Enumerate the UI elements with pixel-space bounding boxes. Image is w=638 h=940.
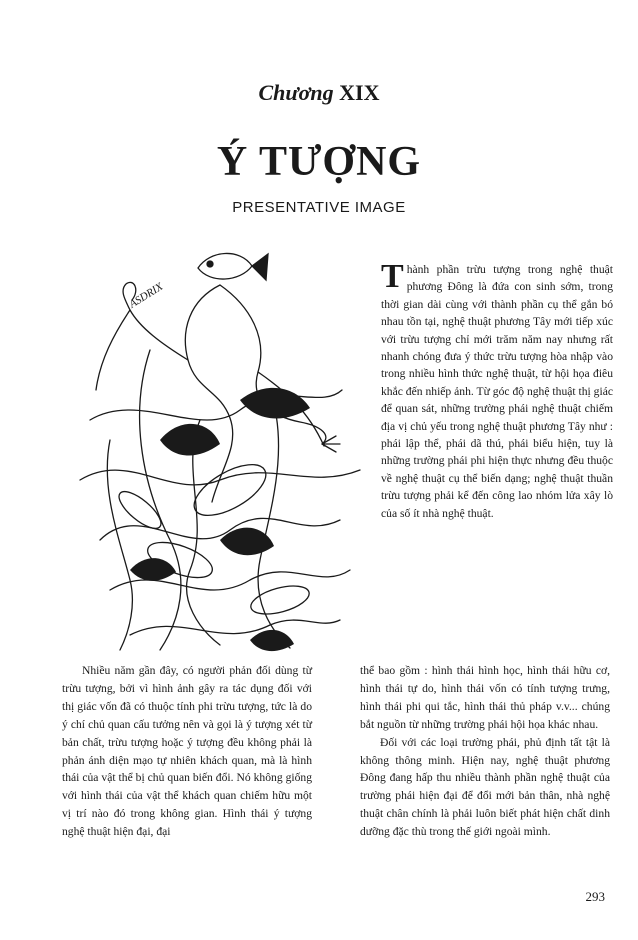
body-paragraph: Đối với các loại trường phái, phủ định tất tật là không thông minh. Hiện nay, nghệ thuật phương Đông đang hấp thu nhiều thành phần nghệ thuật của trường phái hiện đại để đổi mới bản thân, nhà nghệ thuật chân chính là phải luôn biết phát hiện chất dinh dưỡng đặc thù trong thế giới ngoài mình. <box>360 735 610 839</box>
drop-cap: T <box>381 258 404 295</box>
page-number: 293 <box>585 889 605 904</box>
body-column-left <box>62 662 312 841</box>
chapter-title: Ý TƯỢNG <box>216 139 422 185</box>
chapter-subtitle: PRESENTATIVE IMAGE <box>232 199 406 216</box>
body-paragraph: thể bao gồm : hình thái hình học, hình thái hữu cơ, hình thái tự do, hình thái vốn có tính tượng trưng, hình thái phi qui tắc, hình thái thủ pháp v.v... chúng bắt nguồn từ những trường phái hội họa khác nhau. <box>360 664 610 731</box>
chapter-heading <box>0 80 638 106</box>
fish-shape <box>198 253 252 279</box>
chapter-number: XIX <box>339 80 380 105</box>
intro-paragraph <box>381 258 613 522</box>
abstract-line-drawing <box>70 240 370 658</box>
chapter-label: Chương <box>258 80 334 105</box>
body-column-right <box>360 662 610 841</box>
intro-text: hành phần trừu tượng trong nghệ thuật phương Đông là đứa con sinh sớm, trong thời gian dài cùng với thành phần cụ thể gắn bó nhau tồn tại, nghệ thuật phương Tây mới tiếp xúc với trừu tượng chỉ mới trăm năm nay nhưng rất nhanh chóng đưa ý thức trừu tượng hòa nhập vào trong nhiều hình thức nghệ thuật, từ hội họa điêu khắc đến nhiếp ảnh. Từ góc độ nghệ thuật thị giác để quan sát, những trường phái nghệ thuật chiếm địa vị chủ yếu trong nghệ thuật phương Tây như : phái lập thể, phái dã thú, phái biểu hiện, tuy là những trường phái phi hiện thực nhưng đều thuộc về nghệ thuật cụ thể biến dạng; nghệ thuật thuần trừu tượng phải kể đến công lao nhóm lửa xây lò của số ít nhà nghệ thuật. <box>381 263 613 520</box>
body-paragraph: Nhiều năm gần đây, có người phản đối dùng từ trừu tượng, bởi vì hình ảnh gây ra tác dụng đối với thị giác vốn đã có thuộc tính phi trừu tượng, tức là do ý chí chủ quan cấu tưởng nên và gọi là ý tượng xét từ bản chất, trừu tượng hoặc ý tượng đều không phải là phản ánh diện mạo tự nhiên khách quan, mà là hình thái của vật thể bị chủ quan biến đổi. Nó không giống với hình thái của vật thể khách quan chiếm hữu một vị trí nào đó trong không gian. Hình thái ý tượng nghệ thuật hiện đại, đại <box>62 664 312 839</box>
artist-signature: ASDRIX <box>127 280 166 311</box>
